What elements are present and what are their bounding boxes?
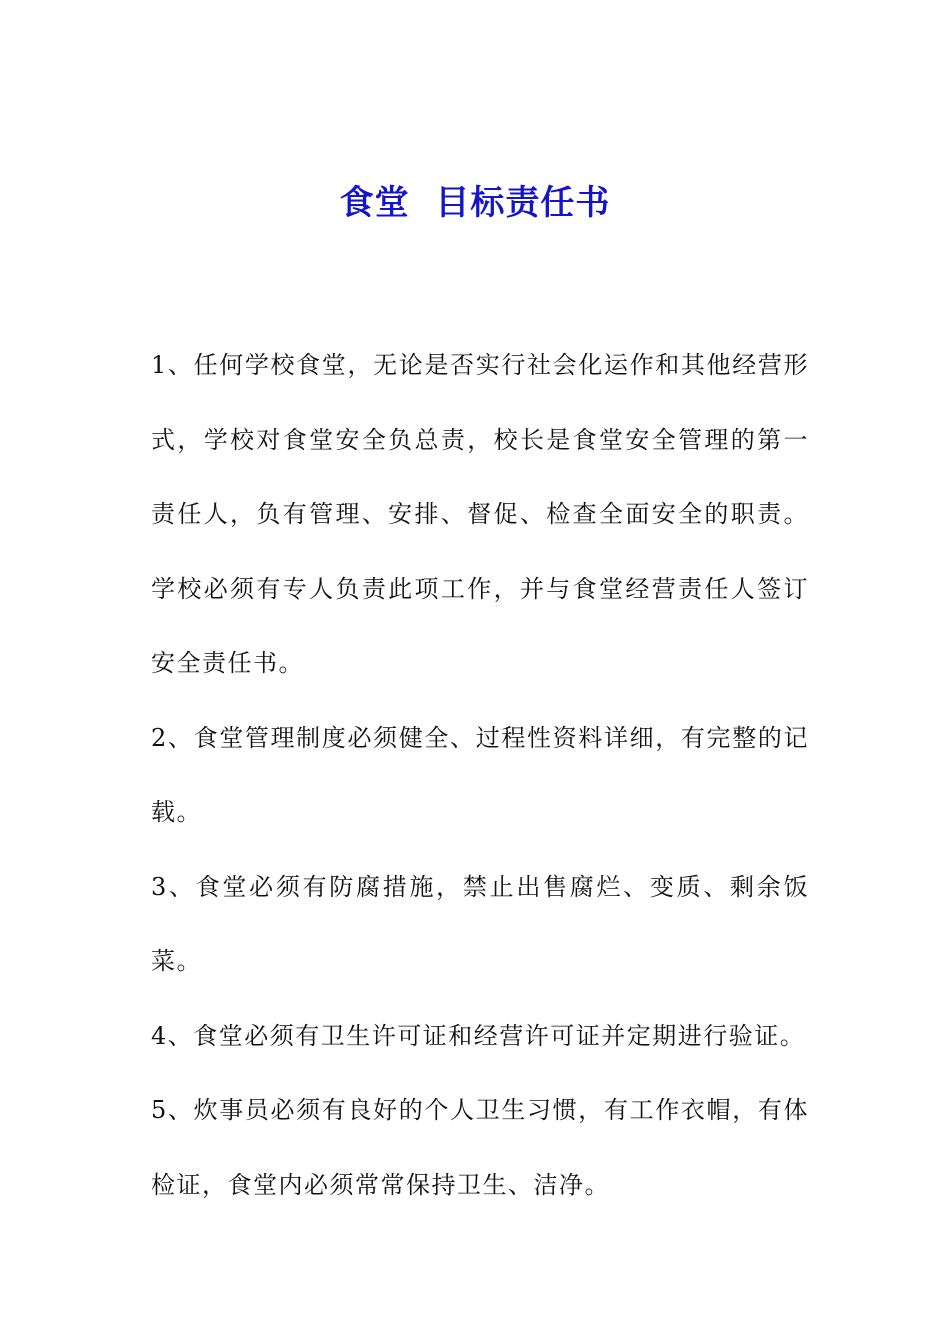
document-body xyxy=(151,328,809,1222)
paragraph-2: 2、食堂管理制度必须健全、过程性资料详细，有完整的记载。 xyxy=(151,723,809,826)
paragraph-5: 5、炊事员必须有良好的个人卫生习惯，有工作衣帽，有体检证，食堂内必须常常保持卫生、洁净。 xyxy=(151,1096,809,1199)
paragraph-3: 3、食堂必须有防腐措施，禁止出售腐烂、变质、剩余饭菜。 xyxy=(151,872,809,975)
paragraph-1: 1、任何学校食堂，无论是否实行社会化运作和其他经营形式，学校对食堂安全负总责，校长是食堂安全管理的第一责任人，负有管理、安排、督促、检查全面安全的职责。学校必须有专人负责此项工作，并与食堂经营责任人签订安全责任书。 xyxy=(151,351,809,677)
paragraph-4: 4、食堂必须有卫生许可证和经营许可证并定期进行验证。 xyxy=(151,1021,806,1050)
document-title: 食堂 目标责任书 xyxy=(339,183,611,223)
